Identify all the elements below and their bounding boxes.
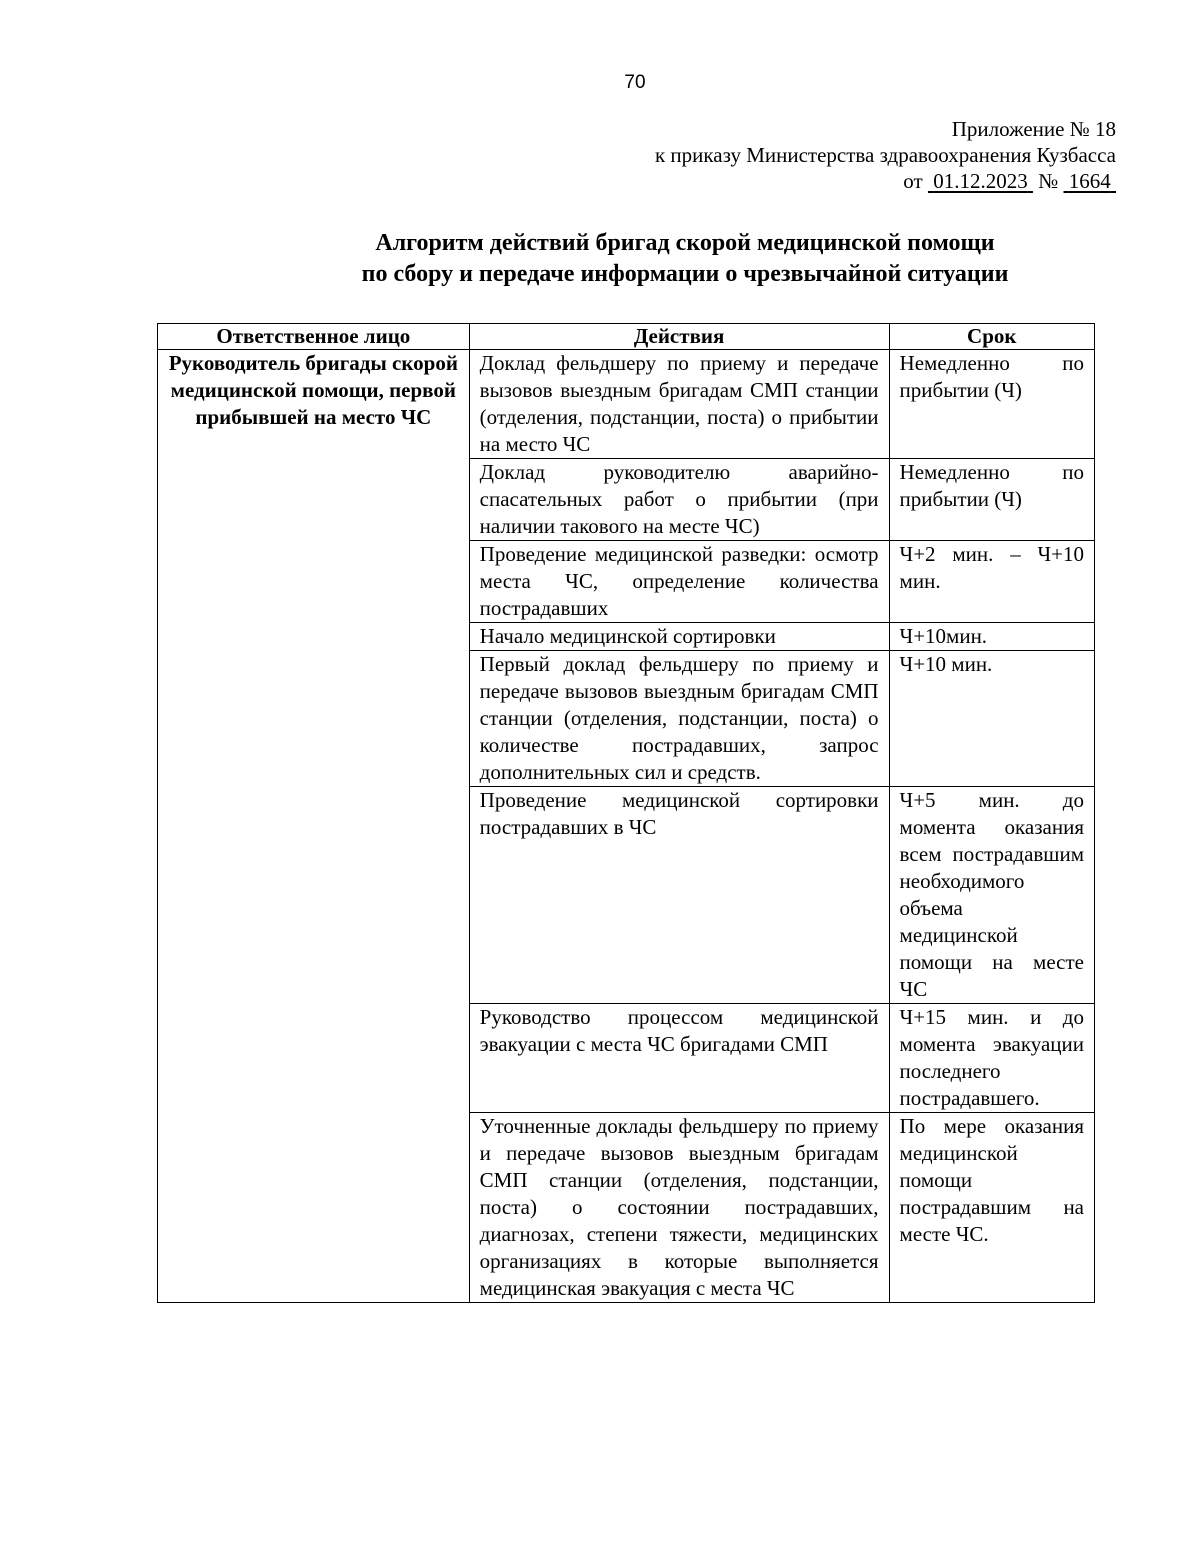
- table-header-row: [158, 324, 1095, 350]
- responsible-person-cell: Руководитель бригады скорой медицинской помощи, первой прибывшей на место ЧС: [158, 350, 470, 1303]
- header-responsible: Ответственное лицо: [158, 324, 470, 350]
- action-cell: Начало медицинской сортировки: [469, 623, 889, 651]
- from-label: от: [903, 169, 923, 193]
- table-row: [158, 350, 1095, 459]
- algorithm-table: [157, 323, 1095, 1303]
- term-cell: Немедленно по прибытии (Ч): [889, 459, 1094, 541]
- header-actions: Действия: [469, 324, 889, 350]
- action-cell: Первый доклад фельдшеру по приему и передаче вызовов выездным бригадам СМП станции (отделения, подстанции, поста) о количестве пострадавших, запрос дополнительных сил и средств.: [469, 651, 889, 787]
- term-cell: Ч+10мин.: [889, 623, 1094, 651]
- appendix-block: [655, 116, 1116, 194]
- appendix-date-line: [655, 168, 1116, 194]
- action-cell: Уточненные доклады фельдшеру по приему и передаче вызовов выездным бригадам СМП станции (отделения, подстанции, поста) о состоянии пострадавших, диагнозах, степени тяжести, медицинских организациях в которые выполняется медицинская эвакуация с места ЧС: [469, 1113, 889, 1303]
- title-line-2: по сбору и передаче информации о чрезвычайной ситуации: [361, 261, 1009, 287]
- action-cell: Доклад фельдшеру по приему и передаче вызовов выездным бригадам СМП станции (отделения, подстанции, поста) о прибытии на место ЧС: [469, 350, 889, 459]
- term-cell: Ч+5 мин. до момента оказания всем пострадавшим необходимого объема медицинской помощи на месте ЧС: [889, 787, 1094, 1004]
- term-cell: Ч+15 мин. и до момента эвакуации последнего пострадавшего.: [889, 1004, 1094, 1113]
- appendix-order-reference: к приказу Министерства здравоохранения Кузбасса: [654, 143, 1116, 167]
- appendix-title: Приложение № 18: [951, 117, 1116, 141]
- order-number: 1664: [1068, 169, 1111, 193]
- order-date: 01.12.2023: [933, 169, 1028, 193]
- title-line-1: Алгоритм действий бригад скорой медицинской помощи: [375, 230, 995, 256]
- header-term: Срок: [889, 324, 1094, 350]
- number-label: №: [1038, 169, 1059, 193]
- document-title: [300, 228, 1070, 290]
- term-cell: Ч+2 мин. – Ч+10 мин.: [889, 541, 1094, 623]
- term-cell: Ч+10 мин.: [889, 651, 1094, 787]
- action-cell: Доклад руководителю аварийно-спасательных работ о прибытии (при наличии такового на месте ЧС): [469, 459, 889, 541]
- term-cell: По мере оказания медицинской помощи пострадавшим на месте ЧС.: [889, 1113, 1094, 1303]
- action-cell: Проведение медицинской разведки: осмотр места ЧС, определение количества пострадавших: [469, 541, 889, 623]
- term-cell: Немедленно по прибытии (Ч): [889, 350, 1094, 459]
- page-number: 70: [624, 72, 646, 93]
- action-cell: Руководство процессом медицинской эвакуации с места ЧС бригадами СМП: [469, 1004, 889, 1113]
- action-cell: Проведение медицинской сортировки пострадавших в ЧС: [469, 787, 889, 1004]
